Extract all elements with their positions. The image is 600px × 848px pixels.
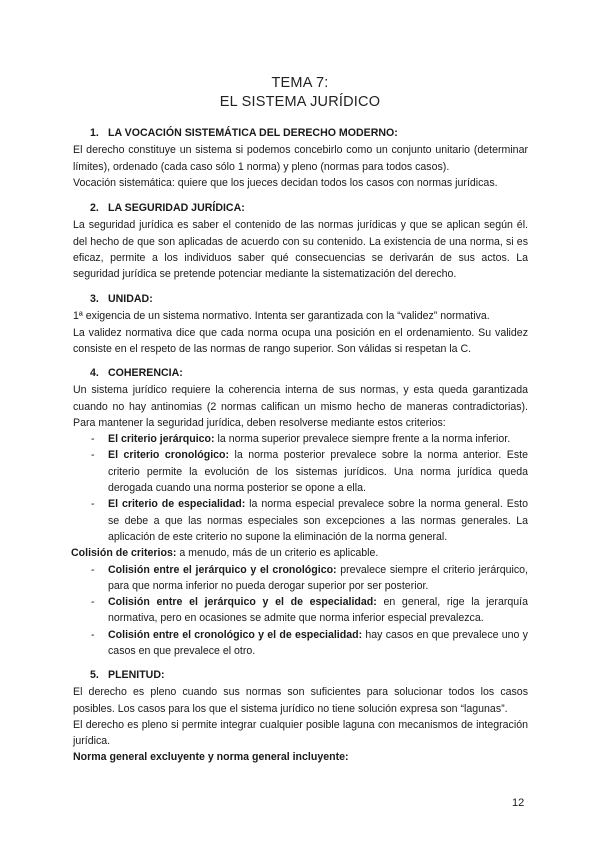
subheading: Norma general excluyente y norma general incluyente: xyxy=(73,751,349,764)
chapter-number: TEMA 7: xyxy=(271,75,329,91)
section-heading: 1. LA VOCACIÓN SISTEMÁTICA DEL DERECHO MODERNO: xyxy=(90,127,398,139)
paragraph: 1ª exigencia de un sistema normativo. Intenta ser garantizada con la “validez” normativa. xyxy=(73,310,490,323)
paragraph: El derecho es pleno cuando sus normas son suficientes para solucionar todos los casos posibles. Los casos para los que el sistema jurídico no tiene solución expresa son “lagunas”. xyxy=(73,686,528,715)
chapter-title: EL SISTEMA JURÍDICO xyxy=(219,94,381,110)
list-item: - Colisión entre el jerárquico y el cronológico: prevalece siempre el criterio jerárquico, para que norma inferior no pueda derogar superior por ser posterior. xyxy=(108,562,528,595)
list-item: - Colisión entre el cronológico y el de especialidad: hay casos en que prevalece uno y casos en que prevalece el otro. xyxy=(108,627,528,660)
section-seguridad xyxy=(73,200,528,282)
section-unidad xyxy=(73,291,528,357)
paragraph: Vocación sistemática: quiere que los jueces decidan todos los casos con normas jurídicas. xyxy=(73,176,498,189)
list-item: - El criterio cronológico: la norma posterior prevalece sobre la norma anterior. Este criterio permite la evolución de los sistemas jurídicos. Una norma jurídica queda derogada cuando una norma posterior se opone a ella. xyxy=(108,447,528,496)
list-item: - El criterio de especialidad: la norma especial prevalece sobre la norma general. Esto se debe a que las normas especiales son excepciones a las normas generales. La aplicación de este criterio no supone la eliminación de la norma general. xyxy=(108,496,528,545)
collision-intro: Colisión de criterios: a menudo, más de un criterio es aplicable. xyxy=(71,547,379,560)
paragraph: El derecho es pleno si permite integrar cualquier posible laguna con mecanismos de integración jurídica. xyxy=(73,718,528,748)
section-heading: 4. COHERENCIA: xyxy=(90,367,183,379)
paragraph: La validez normativa dice que cada norma ocupa una posición en el ordenamiento. Su validez consiste en el respeto de las normas de rango superior. Son válidas si respetan la C. xyxy=(73,326,528,355)
paragraph: Un sistema jurídico requiere la coherencia interna de sus normas, y esta queda garantizada cuando no hay antinomias (2 normas califican un mismo hecho de maneras contradictorias). Para mantener la seguridad jurídica, deben resolverse mediante estos criterios: xyxy=(73,384,528,429)
section-heading: 3. UNIDAD: xyxy=(90,293,153,305)
section-plenitud xyxy=(73,667,528,766)
section-heading: 2. LA SEGURIDAD JURÍDICA: xyxy=(90,202,245,214)
paragraph: El derecho constituye un sistema si podemos concebirlo como un conjunto unitario (determinar límites), ordenado (cada caso sólo 1 norma) y pleno (normas para todos casos). xyxy=(73,144,528,173)
section-heading: 5. PLENITUD: xyxy=(90,669,165,681)
criteria-list xyxy=(73,431,528,545)
paragraph: La seguridad jurídica es saber el contenido de las normas jurídicas y que se aplican según él. del hecho de que son aplicadas de acuerdo con su contenido. La existencia de una norma, si es eficaz, permite a los individuos saber qué consecuencias se derivarán de sus actos. La seguridad jurídica se pretende potenciar mediante la sistematización del derecho. xyxy=(73,219,528,281)
page-number: 12 xyxy=(512,797,525,809)
collision-list xyxy=(73,562,528,660)
list-item: - El criterio jerárquico: la norma superior prevalece siempre frente a la norma inferior. xyxy=(108,431,528,447)
section-vocacion xyxy=(73,125,528,191)
section-coherencia xyxy=(73,365,528,659)
list-item: - Colisión entre el jerárquico y el de especialidad: en general, rige la jerarquía normativa, pero en ocasiones se admite que norma inferior especial prevalezca. xyxy=(108,594,528,627)
